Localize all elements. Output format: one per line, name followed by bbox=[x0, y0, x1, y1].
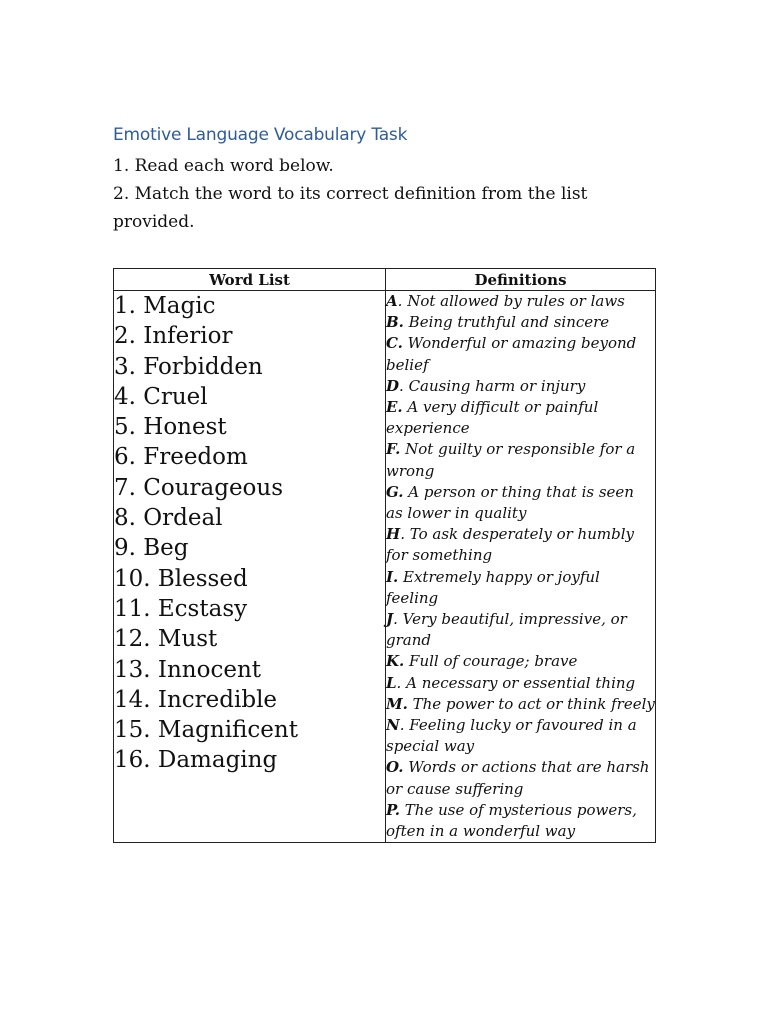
definition-item bbox=[386, 397, 655, 439]
definition-letter: F. bbox=[386, 440, 401, 459]
definition-letter-punct: . bbox=[393, 610, 398, 629]
word-item: 4. Cruel bbox=[114, 383, 208, 410]
word-item: 2. Inferior bbox=[114, 323, 233, 350]
page-title: Emotive Language Vocabulary Task bbox=[113, 125, 408, 145]
definition-letter: M. bbox=[386, 694, 408, 713]
definition-letter-punct: . bbox=[396, 673, 402, 692]
definition-text: Very beautiful, impressive, or grand bbox=[386, 610, 627, 650]
word-list-cell bbox=[114, 291, 386, 843]
instruction-step-2: 2. Match the word to its correct definition from the list provided. bbox=[113, 184, 588, 232]
definition-item bbox=[386, 439, 655, 481]
word-item: 11. Ecstasy bbox=[114, 595, 248, 622]
definition-item bbox=[386, 715, 655, 757]
word-item: 13. Innocent bbox=[114, 656, 261, 683]
table-row bbox=[114, 291, 656, 843]
word-item: 14. Incredible bbox=[114, 686, 278, 713]
definition-item bbox=[386, 609, 655, 651]
definition-text: Words or actions that are harsh or cause suffering bbox=[386, 758, 650, 798]
definition-letter: H bbox=[386, 525, 401, 544]
definition-item bbox=[386, 800, 655, 842]
word-item: 15. Magnificent bbox=[114, 717, 298, 744]
definition-letter: O. bbox=[386, 758, 404, 777]
definition-text: To ask desperately or humbly for something bbox=[386, 525, 634, 565]
word-item: 10. Blessed bbox=[114, 565, 248, 592]
definition-item bbox=[386, 694, 655, 715]
definition-item bbox=[386, 757, 655, 799]
definition-item bbox=[386, 482, 655, 524]
definition-letter: L bbox=[386, 673, 397, 692]
definition-letter: B. bbox=[386, 313, 404, 332]
definition-letter: P. bbox=[386, 800, 401, 819]
definition-letter: A bbox=[386, 292, 398, 310]
definition-text: Not allowed by rules or laws bbox=[402, 292, 625, 310]
definition-item bbox=[386, 651, 655, 672]
word-item: 8. Ordeal bbox=[114, 505, 223, 532]
definition-text: Feeling lucky or favoured in a special way bbox=[386, 716, 637, 756]
word-item: 12. Must bbox=[114, 626, 218, 653]
word-list-header: Word List bbox=[114, 269, 386, 291]
definition-letter: N bbox=[386, 716, 400, 735]
vocabulary-table bbox=[113, 268, 656, 843]
word-item: 6. Freedom bbox=[114, 444, 248, 471]
definition-item bbox=[386, 291, 655, 312]
definition-letter-punct: . bbox=[397, 292, 403, 310]
word-item: 3. Forbidden bbox=[114, 353, 263, 380]
word-item: 1. Magic bbox=[114, 293, 216, 319]
definition-letter: K. bbox=[386, 652, 405, 671]
definition-list bbox=[386, 291, 655, 842]
definition-text: The use of mysterious powers, often in a wonderful way bbox=[386, 800, 637, 841]
word-item: 9. Beg bbox=[114, 535, 189, 562]
definition-item bbox=[386, 567, 655, 609]
definition-text: A very difficult or painful experience bbox=[386, 398, 599, 438]
definition-item bbox=[386, 524, 655, 566]
table-header-row bbox=[114, 269, 656, 291]
definition-item bbox=[386, 376, 655, 397]
definition-letter: J bbox=[386, 610, 394, 629]
definition-text: Causing harm or injury bbox=[403, 376, 586, 395]
definition-text: A necessary or essential thing bbox=[401, 673, 636, 692]
definition-text: Being truthful and sincere bbox=[403, 313, 610, 332]
definition-text: Wonderful or amazing beyond belief bbox=[386, 334, 637, 374]
definitions-header: Definitions bbox=[386, 269, 656, 291]
definition-letter: C. bbox=[386, 334, 403, 353]
definition-letter: G. bbox=[386, 482, 404, 501]
definition-letter-punct: . bbox=[399, 376, 404, 395]
definition-item bbox=[386, 312, 655, 333]
definition-letter: E. bbox=[386, 398, 403, 417]
definition-text: Full of courage; brave bbox=[404, 652, 578, 671]
definition-text: Extremely happy or joyful feeling bbox=[386, 567, 600, 607]
definition-text: The power to act or think freely bbox=[407, 694, 655, 713]
word-item: 5. Honest bbox=[114, 414, 227, 441]
instruction-step-1: 1. Read each word below. bbox=[113, 156, 334, 176]
definition-letter: I. bbox=[386, 567, 399, 586]
word-item: 7. Courageous bbox=[114, 474, 284, 501]
definition-letter-punct: . bbox=[400, 525, 405, 544]
definition-item bbox=[386, 333, 655, 375]
definition-item bbox=[386, 673, 655, 694]
definition-letter: D bbox=[386, 376, 400, 395]
definitions-cell bbox=[386, 291, 656, 843]
definition-text: A person or thing that is seen as lower in quality bbox=[386, 482, 634, 523]
word-list bbox=[114, 291, 385, 776]
definition-letter-punct: . bbox=[399, 716, 405, 735]
word-item: 16. Damaging bbox=[114, 747, 278, 774]
definition-text: Not guilty or responsible for a wrong bbox=[386, 440, 636, 480]
